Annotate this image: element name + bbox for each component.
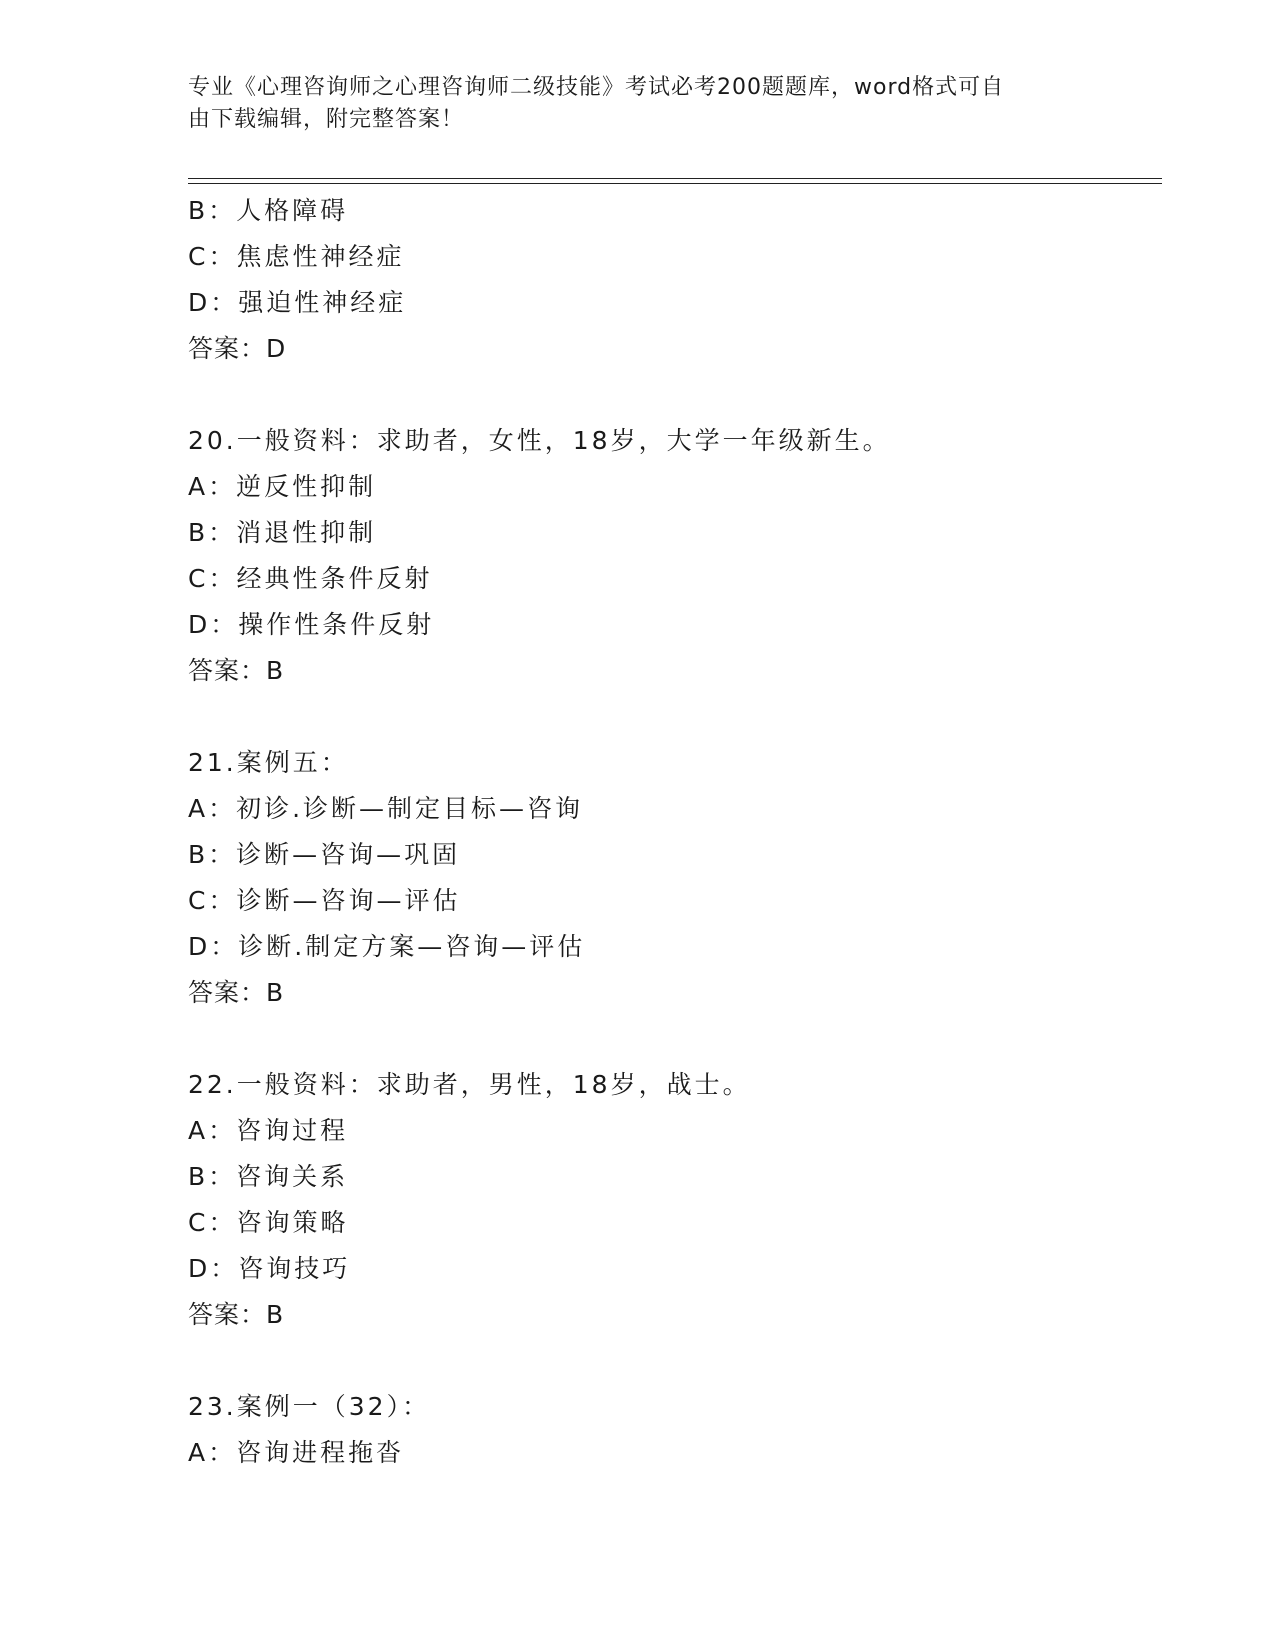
question-21 (188, 740, 1148, 1016)
answer: 答案：B (188, 978, 285, 1007)
option-c: C：诊断—咨询—评估 (188, 886, 461, 915)
header-line-2: 由下载编辑，附完整答案！ (188, 107, 465, 132)
option-b: B：人格障碍 (188, 196, 349, 225)
header-rule-top (188, 178, 1162, 179)
option-a: A：逆反性抑制 (188, 472, 377, 501)
option-a: A：初诊.诊断—制定目标—咨询 (188, 794, 584, 823)
answer: 答案：D (188, 334, 287, 363)
question-19-tail (188, 188, 1148, 372)
option-c: C：经典性条件反射 (188, 564, 433, 593)
option-d: D：操作性条件反射 (188, 610, 435, 639)
question-22 (188, 1062, 1148, 1338)
spacer (188, 1016, 1148, 1062)
answer: 答案：B (188, 656, 285, 685)
question-stem: 21.案例五： (188, 748, 349, 777)
question-stem: 22.一般资料：求助者，男性，18岁，战士。 (188, 1070, 751, 1099)
option-b: B：咨询关系 (188, 1162, 349, 1191)
answer: 答案：B (188, 1300, 285, 1329)
option-d: D：咨询技巧 (188, 1254, 351, 1283)
option-d: D：诊断.制定方案—咨询—评估 (188, 932, 586, 961)
spacer (188, 1338, 1148, 1384)
option-d: D：强迫性神经症 (188, 288, 407, 317)
spacer (188, 694, 1148, 740)
header-line-1: 专业《心理咨询师之心理咨询师二级技能》考试必考200题题库，word格式可自 (188, 75, 1005, 100)
question-20 (188, 418, 1148, 694)
option-b: B：诊断—咨询—巩固 (188, 840, 461, 869)
document-header (188, 72, 1068, 136)
spacer (188, 372, 1148, 418)
question-stem: 20.一般资料：求助者，女性，18岁，大学一年级新生。 (188, 426, 891, 455)
option-a: A：咨询过程 (188, 1116, 349, 1145)
option-b: B：消退性抑制 (188, 518, 377, 547)
option-c: C：焦虑性神经症 (188, 242, 405, 271)
option-a: A：咨询进程拖沓 (188, 1438, 405, 1467)
question-list (188, 188, 1148, 1476)
option-c: C：咨询策略 (188, 1208, 349, 1237)
question-stem: 23.案例一（32）： (188, 1392, 431, 1421)
header-rule-bottom (188, 183, 1162, 184)
question-23 (188, 1384, 1148, 1476)
